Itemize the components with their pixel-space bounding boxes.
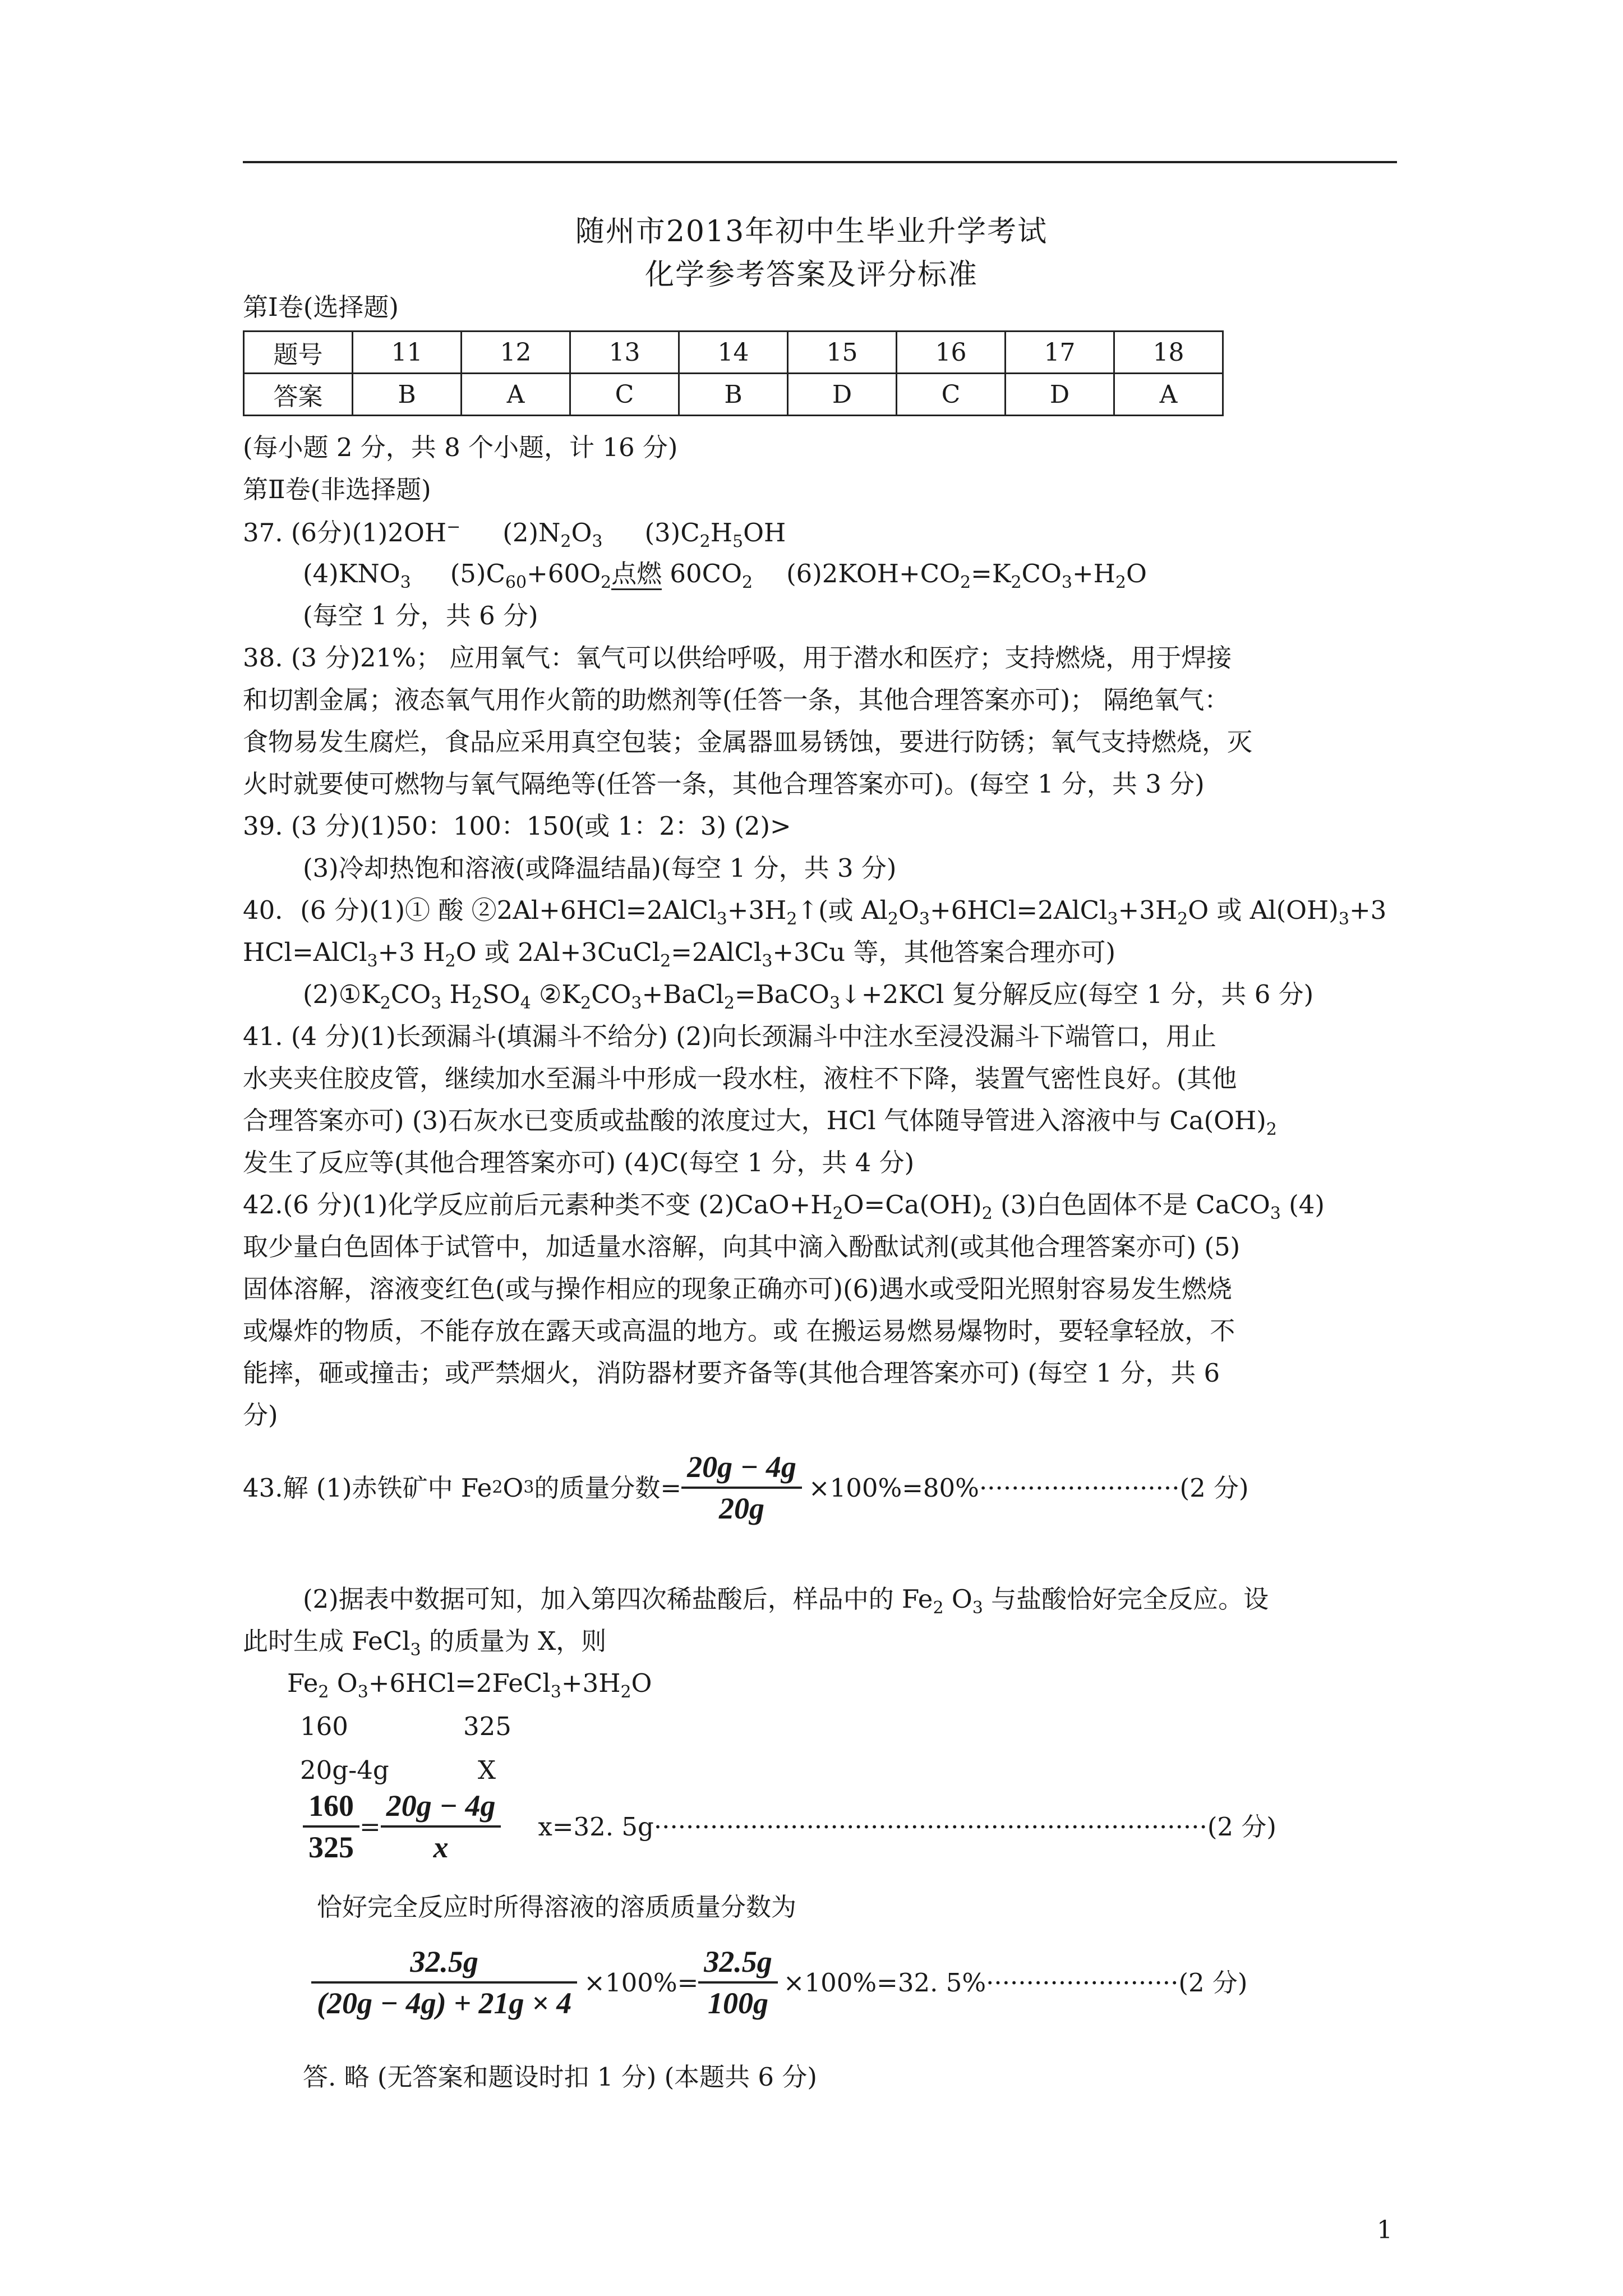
- fraction-solute: $\frac{32.5g}{(20g - 4g) + 21g \times 4}$: [311, 1947, 577, 2018]
- table-row-answers: [244, 374, 1223, 416]
- table-cell: 11: [353, 332, 462, 374]
- q42-line: 分): [243, 1400, 278, 1430]
- q37-line1: 37. (6分)(1)2OH− $(2)N_2O_3$ $(3)C_2H_5OH$: [243, 517, 786, 551]
- q38-line: 和切割金属；液态氧气用作火箭的助燃剂等(任答一条，其他合理答案亦可)； 隔绝氧气：: [243, 685, 1230, 715]
- q43-equation: $Fe_2$ $O_3+6HCl=2FeCl_3+3H_2O$: [287, 1668, 652, 1702]
- q40-line3: $(2)①K_2CO_3$ $H_2SO_4$ $②K_2CO_3+BaCl_2=BaCO_3↓+2KCl$ 复分解反应(每空 1 分，共 6 分): [303, 979, 1314, 1013]
- q42-line: 或爆炸的物质，不能存放在露天或高温的地方。或 在搬运易燃易爆物时，要轻拿轻放，不: [243, 1316, 1235, 1346]
- table-cell: 12: [462, 332, 570, 374]
- table-cell: D: [1006, 374, 1114, 416]
- page-number: 1: [1377, 2216, 1393, 2244]
- q41-line: 41. (4 分)(1)长颈漏斗(填漏斗不给分) (2)向长颈漏斗中注水至浸没漏斗下端管口，用止: [243, 1022, 1216, 1051]
- ratio-160: 160: [300, 1711, 348, 1741]
- fraction-32-5-100: $\frac{32.5g}{100g}$: [698, 1947, 778, 2018]
- q43-part1: 43.解 (1)赤铁矿中 Fe 2 O 3 的质量分数= $\frac{20g - 4g}{20g}$ ×100%=80%·························(2 分): [243, 1450, 1249, 1525]
- table-header-cell: 题号: [244, 332, 353, 374]
- q42-line: 能摔，砸或撞击；或严禁烟火，消防器材要齐备等(其他合理答案亦可) (每空 1 分，共 6: [243, 1358, 1220, 1388]
- table-cell: 17: [1006, 332, 1114, 374]
- table-cell: D: [788, 374, 897, 416]
- q43-part2-line2: 此时生成 FeCl$_3$ 的质量为 X，则: [243, 1626, 607, 1660]
- header-rule: [243, 161, 1397, 163]
- q37-score: (每空 1 分，共 6 分): [303, 601, 538, 631]
- fraction-mass-fraction: $\frac{20g - 4g}{20g}$: [681, 1452, 802, 1524]
- section-nonchoice-heading: 第Ⅱ卷(非选择题): [243, 475, 431, 504]
- q43-solute-fraction: $\frac{32.5g}{(20g - 4g) + 21g \times 4}$ ×100%= $\frac{32.5g}{100g}$ ×100%=32. 5%························(2 分): [311, 1947, 1247, 2018]
- q39-line: 39. (3 分)(1)50：100：150(或 1：2：3) (2)>: [243, 811, 791, 841]
- q41-line: 水夹夹住胶皮管，继续加水至漏斗中形成一段水柱，液柱不下降，装置气密性良好。(其他: [243, 1064, 1237, 1093]
- q42-line: 取少量白色固体于试管中，加适量水溶解，向其中滴入酚酞试剂(或其他合理答案亦可) (5): [243, 1232, 1241, 1262]
- section-choice-heading: 第Ⅰ卷(选择题): [243, 292, 399, 322]
- q38-line: 火时就要使可燃物与氧气隔绝等(任答一条，其他合理答案亦可)。(每空 1 分，共 3 分): [243, 769, 1205, 799]
- q41-line: 合理答案亦可) (3)石灰水已变质或盐酸的浓度过大，HCl 气体随导管进入溶液中与 $Ca(OH)_2$: [243, 1106, 1277, 1139]
- ratio-325: 325: [463, 1711, 511, 1741]
- q43-answer-note: 答. 略 (无答案和题设时扣 1 分) (本题共 6 分): [303, 2062, 817, 2092]
- q42-line: 固体溶解，溶液变红色(或与操作相应的现象正确亦可)(6)遇水或受阳光照射容易发生燃烧: [243, 1274, 1232, 1304]
- q40-line1: 40．(6 分)(1)① 酸 $②2Al+6HCl=2AlCl_3+3H_2↑$(或 $Al_2O_3+6HCl=2AlCl_3+3H_2O$ 或 $Al(OH)_3+3$: [243, 895, 1387, 929]
- ratio-x: X: [478, 1755, 496, 1785]
- table-cell: 16: [897, 332, 1006, 374]
- q37-line2: $(4)KNO_3$ $(5)C_{60}+60O_2$点燃 $60CO_2$ $(6)2KOH+CO_2=K_2CO_3+H_2O$: [303, 559, 1147, 592]
- table-cell: A: [462, 374, 570, 416]
- q42-line: 42.(6 分)(1)化学反应前后元素种类不变 $(2)CaO+H_2O=Ca(OH)_2$ (3)白色固体不是 CaCO$_3$ (4): [243, 1190, 1325, 1223]
- table-cell: A: [1114, 374, 1223, 416]
- table-cell: C: [570, 374, 679, 416]
- q43-part2-line1: (2)据表中数据可知，加入第四次稀盐酸后，样品中的 $Fe_2$ $O_3$ 与盐酸恰好完全反应。设: [303, 1584, 1269, 1618]
- q40-line2: HCl=AlCl$_3$+3 $H_2O$ 或 2Al+3CuCl$_2$=2AlCl$_3$+3Cu 等，其他答案合理亦可): [243, 937, 1116, 971]
- answer-table: [243, 330, 1224, 416]
- exam-title: 随州市2013年初中生毕业升学考试: [575, 215, 1048, 249]
- fraction-mass-x: $\frac{20g - 4g}{x}$: [381, 1791, 501, 1862]
- fraction-160-325: $\frac{160}{325}$: [303, 1791, 359, 1862]
- q39-line: (3)冷却热饱和溶液(或降温结晶)(每空 1 分，共 3 分): [303, 853, 897, 883]
- q43-solution-label: 恰好完全反应时所得溶液的溶质质量分数为: [317, 1892, 797, 1922]
- table-cell: C: [897, 374, 1006, 416]
- exam-subtitle: 化学参考答案及评分标准: [644, 258, 978, 292]
- table-cell: B: [679, 374, 788, 416]
- ratio-mass: 20g-4g: [300, 1755, 389, 1785]
- q43-proportion: $\frac{160}{325}$ = $\frac{20g - 4g}{x}$ x=32. 5g·····································································(2 分): [303, 1791, 1276, 1862]
- table-header-cell: 答案: [244, 374, 353, 416]
- table-cell: 14: [679, 332, 788, 374]
- table-cell: 18: [1114, 332, 1223, 374]
- choice-scoring-note: (每小题 2 分，共 8 个小题，计 16 分): [243, 432, 678, 462]
- table-row-numbers: [244, 332, 1223, 374]
- table-cell: 13: [570, 332, 679, 374]
- table-cell: 15: [788, 332, 897, 374]
- q38-line: 38. (3 分)21%； 应用氧气：氧气可以供给呼吸，用于潜水和医疗；支持燃烧，用于焊接: [243, 643, 1232, 673]
- table-cell: B: [353, 374, 462, 416]
- q41-line: 发生了反应等(其他合理答案亦可) (4)C(每空 1 分，共 4 分): [243, 1148, 915, 1177]
- q38-line: 食物易发生腐烂，食品应采用真空包装；金属器皿易锈蚀，要进行防锈；氧气支持燃烧，灭: [243, 727, 1253, 757]
